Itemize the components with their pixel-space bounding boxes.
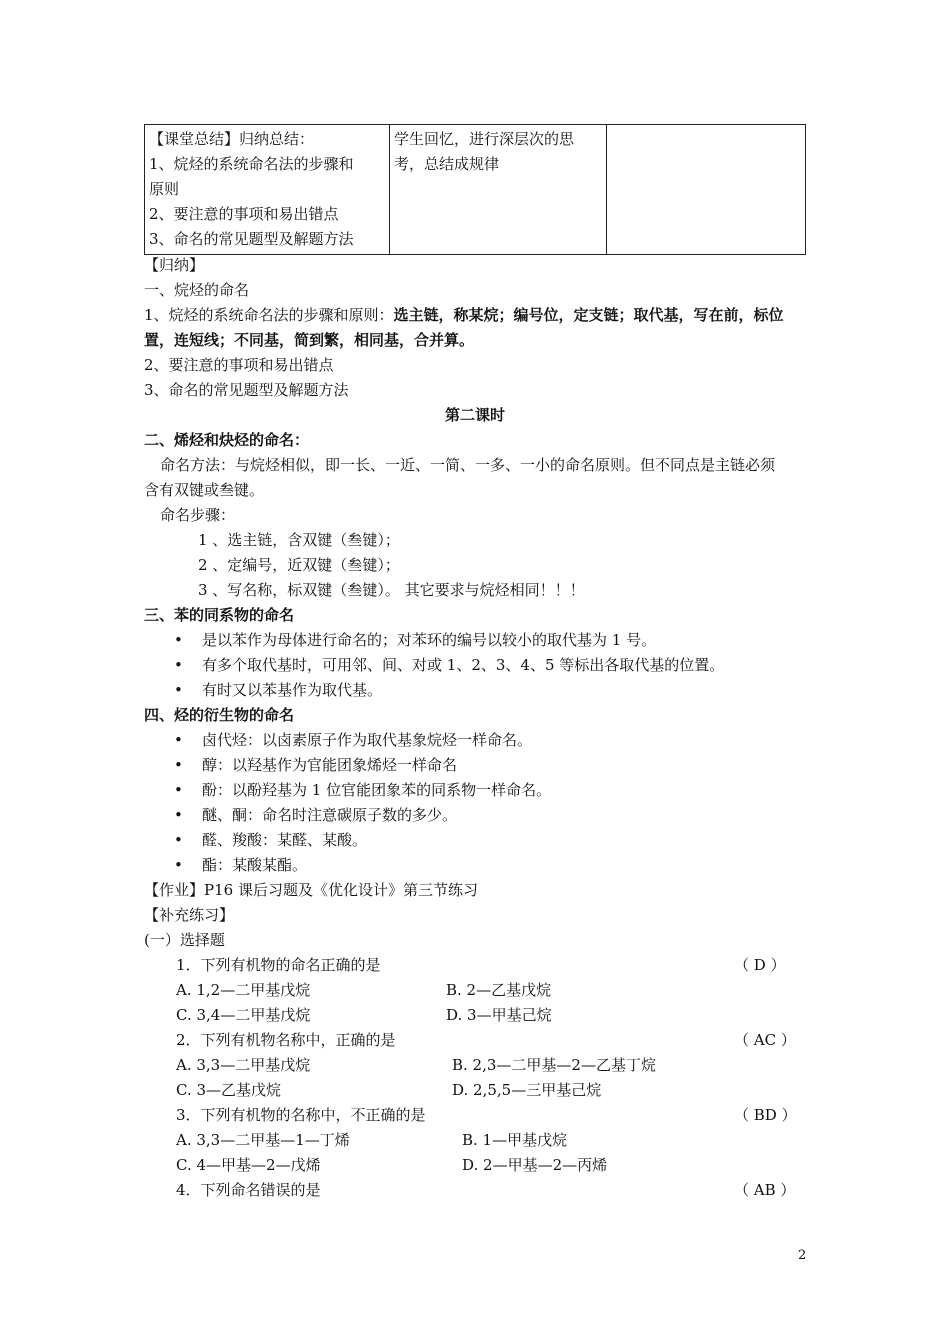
- section4-title: 四、烃的衍生物的命名: [144, 706, 295, 724]
- bullet-text: 是以苯作为母体进行命名的；对苯环的编号以较小的取代基为 1 号。: [202, 631, 657, 649]
- supplement-heading: 【补充练习】: [144, 906, 235, 924]
- bullet-item: [174, 630, 657, 650]
- item1-rule-a: 选主链，称某烷；编号位，定支链；取代基，写在前，标位: [393, 306, 784, 324]
- question-2-stem: 2．下列有机物名称中，正确的是: [176, 1031, 396, 1049]
- bullet-text: 酯：某酸某酯。: [202, 856, 308, 874]
- bullet-text: 有多个取代基时，可用邻、间、对或 1、2、3、4、5 等标出各取代基的位置。: [202, 656, 725, 674]
- bullet-item: [174, 780, 552, 800]
- question-1-option-c: C. 3,4—二甲基戊烷: [176, 1006, 311, 1024]
- summary-line: 【课堂总结】归纳总结：: [149, 130, 315, 148]
- summary-cell-right: [607, 125, 806, 255]
- question-4-answer: （ AB ）: [734, 1181, 796, 1199]
- question-2-option-d: D. 2,5,5—三甲基己烷: [452, 1081, 602, 1099]
- summary-cell-left: [145, 125, 390, 255]
- bullet-text: 酚：以酚羟基为 1 位官能团象苯的同系物一样命名。: [202, 781, 552, 799]
- question-3-option-a: A. 3,3—二甲基—1—丁烯: [176, 1131, 350, 1149]
- method-line-b: 含有双键或叁键。: [144, 481, 265, 499]
- summary-line: 3、命名的常见题型及解题方法: [149, 230, 354, 248]
- step-3: 3 、写名称，标双键（叁键）。 其它要求与烷烃相同！！！: [198, 581, 585, 599]
- lesson2-title: 第二课时: [444, 406, 505, 424]
- bullet-symbol: •: [174, 756, 183, 774]
- summary-cell-middle: [390, 125, 607, 255]
- summary-line: 2、要注意的事项和易出错点: [149, 205, 339, 223]
- question-3-answer: （ BD ）: [734, 1106, 797, 1124]
- bullet-text: 醇：以羟基作为官能团象烯烃一样命名: [202, 756, 458, 774]
- section1-title: 一、烷烃的命名: [144, 281, 250, 299]
- question-2-option-a: A. 3,3—二甲基戊烷: [176, 1056, 311, 1074]
- summary-line: 考，总结成规律: [394, 155, 500, 173]
- summary-line: 学生回忆，进行深层次的思: [394, 130, 575, 148]
- bullet-item: [174, 680, 383, 700]
- item3: 3、命名的常见题型及解题方法: [144, 381, 349, 399]
- bullet-item: [174, 805, 458, 825]
- section3-title: 三、苯的同系物的命名: [144, 606, 295, 624]
- question-3-option-b: B. 1—甲基戊烷: [462, 1131, 568, 1149]
- question-3-option-c: C. 4—甲基—2—戊烯: [176, 1156, 321, 1174]
- step-2: 2 、定编号，近双键（叁键）；: [198, 556, 400, 574]
- summary-line: 原则: [149, 180, 180, 198]
- section2-title: 二、烯烃和炔烃的命名：: [144, 431, 310, 449]
- step-1: 1 、选主链，含双键（叁键）；: [198, 531, 400, 549]
- item1-prefix: 1、烷烃的系统命名法的步骤和原则：: [144, 306, 394, 324]
- steps-label: 命名步骤：: [160, 506, 236, 524]
- question-1-answer: （ D ）: [734, 956, 786, 974]
- bullet-symbol: •: [174, 631, 183, 649]
- guina-heading: 【归纳】: [144, 256, 205, 274]
- item1-line-a: [144, 305, 784, 325]
- bullet-item: [174, 830, 368, 850]
- bullet-symbol: •: [174, 681, 183, 699]
- question-4-stem: 4．下列命名错误的是: [176, 1181, 321, 1199]
- bullet-text: 卤代烃：以卤素原子作为取代基象烷烃一样命名。: [202, 731, 533, 749]
- question-2-option-c: C. 3—乙基戊烷: [176, 1081, 282, 1099]
- homework: 【作业】P16 课后习题及《优化设计》第三节练习: [144, 881, 478, 899]
- question-1-option-d: D. 3—甲基己烷: [446, 1006, 552, 1024]
- bullet-item: [174, 655, 725, 675]
- bullet-symbol: •: [174, 806, 183, 824]
- question-1-option-a: A. 1,2—二甲基戊烷: [176, 981, 311, 999]
- bullet-symbol: •: [174, 856, 183, 874]
- question-1-option-b: B. 2—乙基戊烷: [446, 981, 552, 999]
- method-line-a: 命名方法：与烷烃相似，即一长、一近、一简、一多、一小的命名原则。但不同点是主链必须: [160, 456, 776, 474]
- bullet-symbol: •: [174, 656, 183, 674]
- item1-rule-b: 置，连短线；不同基，简到繁，相同基，合并算。: [144, 331, 475, 349]
- page-number: 2: [798, 1248, 807, 1263]
- question-2-option-b: B. 2,3—二甲基—2—乙基丁烷: [452, 1056, 656, 1074]
- bullet-symbol: •: [174, 781, 183, 799]
- summary-line: 1、烷烃的系统命名法的步骤和: [149, 155, 354, 173]
- bullet-item: [174, 755, 458, 775]
- question-3-option-d: D. 2—甲基—2—丙烯: [462, 1156, 608, 1174]
- bullet-item: [174, 855, 308, 875]
- bullet-text: 醚、酮：命名时注意碳原子数的多少。: [202, 806, 458, 824]
- question-3-stem: 3．下列有机物的名称中，不正确的是: [176, 1106, 426, 1124]
- bullet-symbol: •: [174, 831, 183, 849]
- bullet-symbol: •: [174, 731, 183, 749]
- bullet-text: 有时又以苯基作为取代基。: [202, 681, 383, 699]
- bullet-text: 醛、羧酸：某醛、某酸。: [202, 831, 368, 849]
- question-1-stem: 1．下列有机物的命名正确的是: [176, 956, 381, 974]
- question-2-answer: （ AC ）: [734, 1031, 796, 1049]
- item2: 2、要注意的事项和易出错点: [144, 356, 334, 374]
- bullet-item: [174, 730, 533, 750]
- summary-table: [144, 124, 806, 255]
- supplement-section: (一）选择题: [144, 931, 225, 949]
